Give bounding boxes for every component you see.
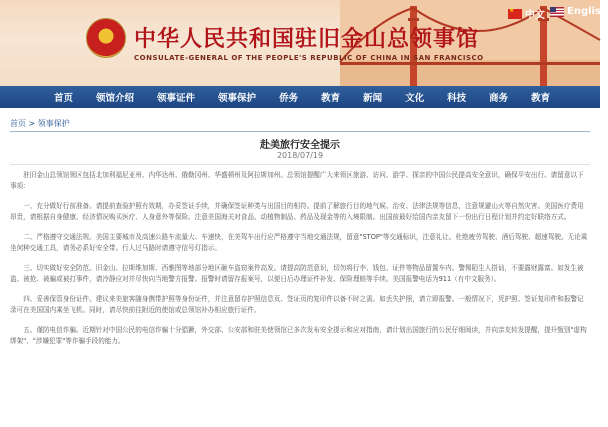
nav-overseas-chinese[interactable]: 侨务 (279, 93, 299, 104)
nav-education-2[interactable]: 教育 (531, 93, 551, 104)
article-paragraph: 五、谨防电信诈骗。近期针对中国公民的电信诈骗十分猖獗，外交部、公安部和驻美使领馆已多次发布安全提示和应对指南，请计划出国旅行的公民仔细阅读，并向亲友转发提醒，提升甄别"虚构绑架"、"涉嫌犯罪"等诈骗手段的能力。 (10, 326, 587, 345)
nav-commerce[interactable]: 商务 (489, 93, 509, 104)
site-header (0, 0, 608, 86)
breadcrumb-divider (10, 131, 590, 132)
nav-news[interactable]: 新闻 (363, 93, 383, 104)
nav-technology[interactable]: 科技 (447, 93, 467, 104)
nav-consulate-intro[interactable]: 领馆介绍 (96, 93, 135, 104)
lang-chinese-label: 中文 (525, 10, 545, 21)
breadcrumb[interactable]: 首页 > 领事保护 (10, 119, 70, 128)
china-flag-icon (508, 9, 522, 19)
article-paragraph: 三、切实做好安全防范。旧金山、拉斯维加斯、西雅图等地部分地区砸车盗窃案件高发。请提高防范意识，切勿将行李、钱包、证件等物品留置车内。警惕陌生人搭讪，不要露财露富。如发生被盗、被抢、被骗或被打事件，请冷静应对并尽快向当地警方报警。报警时请留存报案号，以便日后办理证件补发、保险理赔等手续。美国报警电话为911（有中文服务）。 (10, 264, 584, 283)
article-paragraph: 驻旧金山总领馆领区包括北加利福尼亚州、内华达州、俄勒冈州、华盛顿州及阿拉斯加州。总领馆提醒广大来领区旅游、访问、游学、探亲的中国公民提高安全意识，确保平安出行。请留意以下事项： (10, 171, 584, 190)
nav-consular-protection[interactable]: 领事保护 (218, 93, 257, 104)
article-paragraph: 二、严格遵守交通法规。美国主要城市及高速公路车流量大、车速快，在美驾车出行应严格遵守当地交通法规，留意"STOP"等交通标识，注意礼让。杜绝疲劳驾驶、酒后驾驶、超速驾驶。无论乘坐何种交通工具，请务必系好安全带。行人过马路时请遵守信号灯指示。 (10, 233, 588, 252)
article-date: 2018/07/19 (276, 151, 324, 160)
article-divider (10, 164, 590, 165)
lang-english-link[interactable] (550, 6, 608, 17)
article-paragraph: 四、妥善保管身份证件。建议来美旅客随身携带护照等身份证件，并注意留存护照信息页、签证页的复印件以备不时之需。如丢失护照，请立即报警。一般情况下，凭护照、签证复印件和报警记录可在美国国内乘坐飞机。同时，请尽快前往附近的使馆或总领馆补办相应旅行证件。 (10, 295, 584, 314)
article-paragraph: 一、充分做好行前准备。请提前查验护照有效期，办妥签证手续，并确保签证种类与出国目的相符。提前了解旅行目的地气候、治安、法律法规等信息，注意规避山火等自然灾害。美国医疗费用昂贵，请根据自身健康、经济情况购买医疗、人身意外等保险。注意美国海关对食品、动植物制品、药品及现金等的入境限制。出国前最好给国内亲友留下一份出行日程计划并约定好联络方式。 (10, 202, 584, 221)
article-body (10, 170, 590, 356)
us-flag-icon (550, 7, 564, 17)
main-nav (0, 86, 600, 108)
nav-education[interactable]: 教育 (321, 93, 341, 104)
lang-english-label: English (567, 6, 608, 17)
national-emblem-icon (86, 18, 126, 58)
nav-home[interactable]: 首页 (54, 93, 74, 104)
lang-chinese-link[interactable] (508, 6, 545, 21)
nav-consular-documents[interactable]: 领事证件 (157, 93, 196, 104)
nav-culture[interactable]: 文化 (405, 93, 425, 104)
article-title: 赴美旅行安全提示 (260, 140, 340, 151)
site-title: 中华人民共和国驻旧金山总领事馆 (134, 26, 480, 52)
site-subtitle: CONSULATE-GENERAL OF THE PEOPLE'S REPUBLIC OF CHINA IN SAN FRANCISCO (134, 54, 484, 62)
